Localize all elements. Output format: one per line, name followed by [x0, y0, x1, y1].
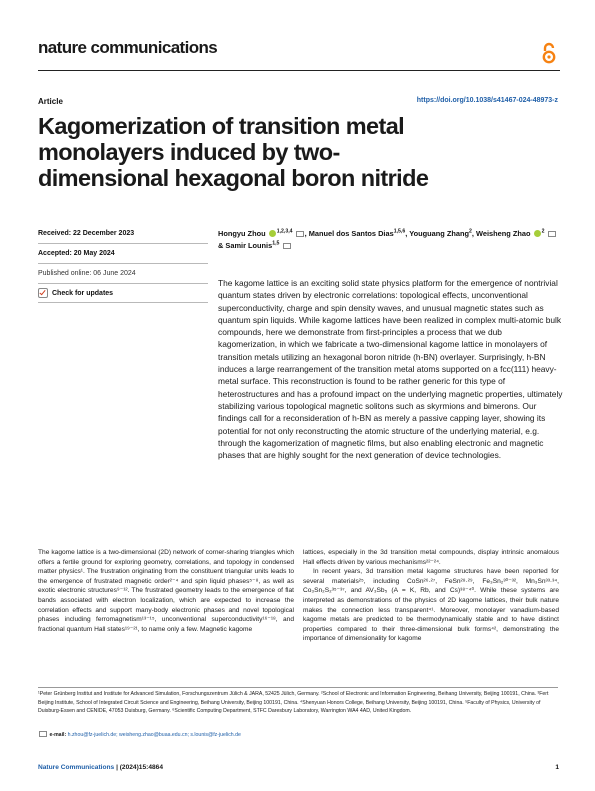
- orcid-icon[interactable]: [534, 230, 541, 237]
- author-name[interactable]: Manuel dos Santos Dias: [308, 229, 394, 238]
- meta-divider: [38, 263, 208, 264]
- author-affiliation-ref: 2: [541, 228, 545, 235]
- footer-citation: [38, 764, 163, 771]
- open-access-icon[interactable]: [541, 42, 557, 64]
- body-column-right: [303, 548, 559, 644]
- author-name[interactable]: Samir Lounis: [225, 241, 273, 250]
- corresponding-emails: [38, 731, 241, 738]
- affiliations: ¹Peter Grünberg Institut and Institute for Advanced Simulation, Forschungszentrum Jülich & JARA, 52425 Jülich, Germany. ²School of Electronic and Information Engineering, Beihang University, Beijing 100191, China. ³Fert Beijing Institute, School of Integrated Circuit Science and Engineering, Beihang University, Beijing 100191, China. ⁴Shenyuan Honors College, Beihang University, Beijing 100191, China. ⁵Faculty of Physics, University of Duisburg-Essen and CENIDE, 47053 Duisburg, Germany. ⁶Scientific Computing Department, STFC Daresbury Laboratory, Warrington WA4 4AD, United Kingdom.: [38, 691, 549, 715]
- footer-volume: | (2024)15:4864: [116, 764, 163, 771]
- body-paragraph: lattices, especially in the 3d transition metal compounds, display intrinsic anomalous Hall effects driven by various mechanisms²²⁻²⁴.: [303, 549, 559, 566]
- author-name[interactable]: Hongyu Zhou: [218, 229, 266, 238]
- author-affiliation-ref: 1,2,3,4: [276, 228, 293, 235]
- check-updates-icon: [38, 288, 48, 298]
- meta-divider: [38, 302, 208, 303]
- author-affiliation-ref: 2: [469, 228, 472, 235]
- paper-title: Kagomerization of transition metal monolayers induced by two-dimensional hexagonal boron nitride: [38, 113, 429, 191]
- footer-journal: Nature Communications: [38, 764, 115, 771]
- body-paragraph: In recent years, 3d transition metal kagome structures have been reported for several materials²⁵, including CoSn²⁶·²⁷, FeSn²⁸·²⁹, Fe₃Sn₂³⁰⁻³², Mn₃Sn³³·³⁴, Co₃Sn₂S₂³⁵⁻³⁷, and AV₃Sb₅ (A = K, Rb, and Cs)³⁸⁻⁴⁰. While these systems are interpreted as demonstrations of the physics of 2D kagome lattices, their bulk nature makes the connection less transparent⁴¹. Moreover, monolayer vanadium-based kagome metals are predicted to be thermodynamically stable and to have distinct properties compared to their three-dimensional bulk forms⁴², demonstrating the importance of dimensionality for kagome: [303, 568, 559, 643]
- email-icon: [39, 731, 47, 737]
- body-column-left: The kagome lattice is a two-dimensional (2D) network of corner-sharing triangles which offers a fertile ground for exploring geometry, correlations, and topology in condensed matter physics¹. The frustration originating from the constituent triangular units leads to the emergence of frustrated magnetic order²⁻⁴ and spin liquid phases⁵⁻⁸, as well as exotic electronic structures⁹⁻¹². The frustrated geometry leads to the emergence of flat bands associated with electron localization, which are expected to increase the correlation effects and support many-body electronic phases and novel topological phases including ferromagnetism¹³⁻¹⁵, unconventional superconductivity¹⁶⁻¹⁸, and fractional quantum Hall states¹⁹⁻²¹, to name only a few. Magnetic kagome: [38, 549, 294, 633]
- check-for-updates-button[interactable]: [38, 288, 113, 298]
- author-affiliation-ref: 1,5: [272, 240, 280, 247]
- meta-divider: [38, 243, 208, 244]
- journal-name: nature communications: [38, 38, 218, 57]
- abstract: The kagome lattice is an exciting solid state physics platform for the emergence of nontrivial quantum states driven by electronic correlations: topological effects, unconventional superconductivity, charge and spin density waves, and unusual magnetic states such as quantum spin liquids. While kagome lattices have been realized in complex multi-atomic bulk compounds, here we demonstrate from first-principles a process that we dub kagomerization, in which we fabricate a two-dimensional kagome lattice in monolayers of transition metals utilizing an hexagonal boron nitride (h-BN) overlayer. Surprisingly, h-BN induces a large rearrangement of the transition metal atoms supported on a fcc(111) heavy-metal surface. This reconstruction is found to be rather generic for this type of heterostructures and has a profound impact on the underlying magnetic properties, ultimately stabilizing various topological magnetic solitons such as skyrmions and bimerons. Our findings call for a reconsideration of h-BN as merely a passive capping layer, showing its potential for not only reconstructing the atomic structure of the underlying material, e.g. through the kagomerization of magnetic films, but also enabling electronic and magnetic phases that are highly sought for the next generation of device technologies.: [218, 278, 563, 461]
- email-label: e-mail:: [49, 732, 67, 738]
- received-date: Received: 22 December 2023: [38, 230, 135, 237]
- header-rule: [38, 70, 560, 71]
- accepted-date: Accepted: 20 May 2024: [38, 250, 115, 257]
- author-list: Hongyu Zhou $^{1,2,3,4}$ , Manuel dos Santos Dias$^{1,5,6}$, Youguang Zhang$^2$, Weisheng Zhao $^2$ & Samir Lounis$^{1,5}$: [218, 228, 563, 252]
- doi-link[interactable]: https://doi.org/10.1038/s41467-024-48973-z: [416, 97, 558, 104]
- check-updates-label: Check for updates: [52, 289, 114, 297]
- meta-divider: [38, 283, 208, 284]
- published-date: Published online: 06 June 2024: [38, 270, 136, 277]
- orcid-icon[interactable]: [269, 230, 276, 237]
- author-name[interactable]: Youguang Zhang: [409, 229, 470, 238]
- email-icon[interactable]: [296, 231, 304, 237]
- email-icon[interactable]: [283, 243, 291, 249]
- email-icon[interactable]: [548, 231, 556, 237]
- author-affiliation-ref: 1,5,6: [393, 228, 406, 235]
- affiliations-rule: [38, 687, 558, 688]
- page-number: 1: [555, 764, 559, 771]
- article-type-label: Article: [38, 97, 63, 106]
- email-links[interactable]: h.zhou@fz-juelich.de; weisheng.zhao@buaa.edu.cn; s.lounis@fz-juelich.de: [67, 732, 241, 738]
- author-name[interactable]: Weisheng Zhao: [476, 229, 531, 238]
